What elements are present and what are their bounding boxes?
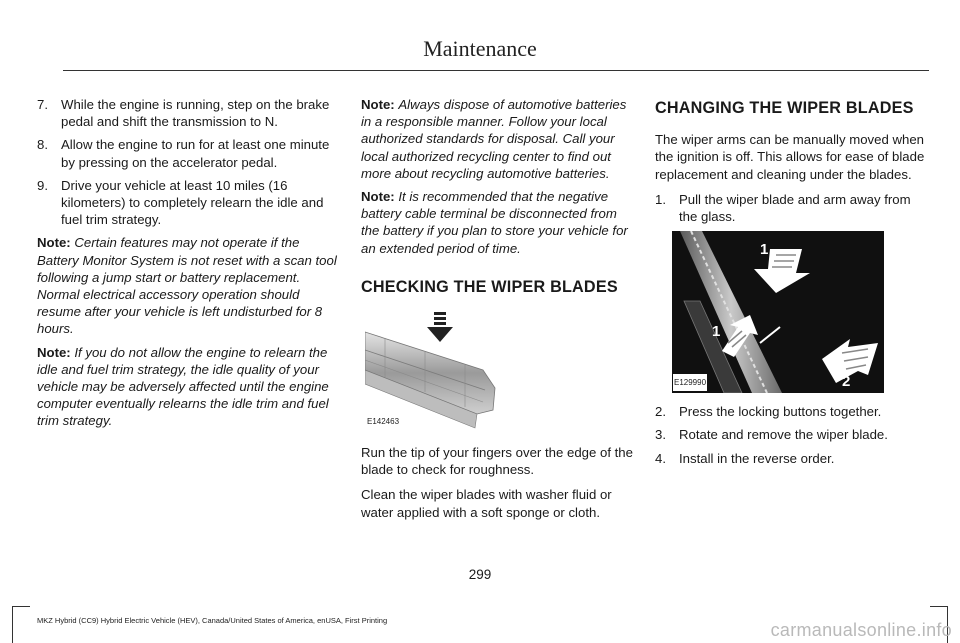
list-text: Rotate and remove the wiper blade.: [679, 427, 888, 443]
callout-1-top: 1: [760, 241, 769, 259]
page-number: 299: [468, 567, 492, 582]
list-number: 4.: [655, 450, 666, 466]
figure-label: E142463: [367, 416, 400, 426]
note-battery-monitor: [37, 234, 337, 337]
column-right: [655, 96, 930, 473]
section-heading-checking: CHECKING THE WIPER BLADES: [361, 277, 618, 296]
list-text: Allow the engine to run for at least one minute by pressing on the accelerator pedal.: [61, 137, 330, 170]
list-item: [655, 191, 930, 225]
list-item: [655, 450, 930, 467]
list-item: [37, 136, 337, 170]
page-title: Maintenance: [423, 36, 537, 61]
note-text: Always dispose of automotive batteries in a responsible manner. Follow your local authorized standards for disposal. Call your local authorized recycling center to find out more about recycling automotive batteries.: [361, 97, 627, 181]
callout-1-middle: 1: [712, 323, 721, 341]
paragraph-check-roughness: Run the tip of your fingers over the edge of the blade to check for roughness.: [361, 445, 633, 478]
crop-mark-left: [12, 606, 13, 643]
callout-2: 2: [842, 373, 851, 391]
paragraph-clean-blades: Clean the wiper blades with washer fluid or water applied with a soft sponge or cloth.: [361, 487, 612, 520]
footer-text: MKZ Hybrid (CC9) Hybrid Electric Vehicle (HEV), Canada/United States of America, enUSA, First Printing: [37, 616, 388, 625]
list-number: 2.: [655, 404, 666, 420]
note-text: It is recommended that the negative battery cable terminal be disconnected from the battery if you plan to store your vehicle for an extended period of time.: [361, 189, 628, 256]
note-label: Note:: [361, 189, 395, 205]
crop-mark-left-horizontal: [12, 606, 30, 607]
list-text: Pull the wiper blade and arm away from the glass.: [679, 191, 911, 225]
note-label: Note:: [37, 344, 71, 360]
note-label: Note:: [37, 235, 71, 251]
list-number: 3.: [655, 427, 666, 443]
list-number: 8.: [37, 137, 48, 153]
crop-mark-right-horizontal: [930, 606, 948, 607]
note-dispose-batteries: [361, 96, 633, 182]
column-left: [37, 96, 337, 436]
list-text: Press the locking buttons together.: [679, 404, 882, 420]
section-heading-changing: CHANGING THE WIPER BLADES: [655, 99, 914, 117]
wiper-blade-figure: [365, 310, 505, 432]
list-number: 1.: [655, 191, 666, 207]
paragraph-intro: The wiper arms can be manually moved when the ignition is off. This allows for ease of blade replacement and cleaning under the blades.: [655, 132, 925, 182]
title-rule: [63, 70, 929, 71]
list-item: [37, 177, 337, 229]
list-text: Drive your vehicle at least 10 miles (16 kilometers) to completely relearn the idle and fuel trim strategy.: [61, 177, 324, 228]
figure-label: E129990: [673, 374, 707, 391]
list-item: [37, 96, 337, 130]
list-text: While the engine is running, step on the brake pedal and shift the transmission to N.: [61, 97, 330, 130]
list-item: [655, 426, 930, 443]
note-idle-relearn: [37, 344, 337, 430]
list-item: [655, 403, 930, 420]
note-label: Note:: [361, 97, 395, 112]
note-disconnect-cable: [361, 188, 633, 257]
note-text: Certain features may not operate if the Battery Monitor System is not reset with a scan tool following a jump start or battery replacement. Normal electrical accessory operation should resume after your vehicle is left undisturbed for 8 hours.: [37, 235, 337, 337]
list-text: Install in the reverse order.: [679, 450, 835, 466]
down-arrow-icon: [427, 312, 453, 342]
watermark: carmanualsonline.info: [770, 620, 952, 640]
list-number: 7.: [37, 97, 48, 112]
wiper-removal-illustration: [672, 231, 884, 393]
wiper-removal-figure: [672, 231, 884, 393]
list-number: 9.: [37, 177, 48, 193]
note-text: If you do not allow the engine to relearn the idle and fuel trim strategy, the idle quality of your vehicle may be adversely affected until the engine computer eventually relearns the idle trim and fuel trim strategy.: [37, 344, 329, 429]
column-middle: [361, 96, 633, 529]
